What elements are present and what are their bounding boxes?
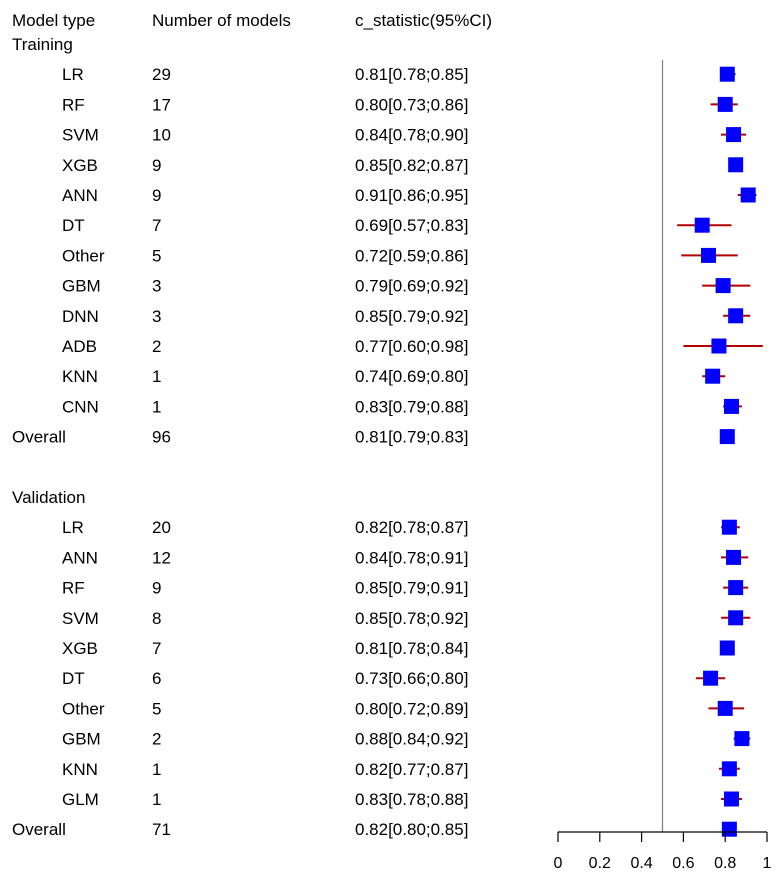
c-statistic-value: 0.88[0.84;0.92] <box>355 729 469 749</box>
overall-c-statistic: 0.82[0.80;0.85] <box>355 820 469 840</box>
estimate-marker <box>718 701 733 716</box>
header-number-of-models: Number of models <box>152 11 291 30</box>
c-statistic-value: 0.72[0.59;0.86] <box>355 246 469 266</box>
estimate-marker <box>722 520 737 535</box>
estimate-marker <box>718 97 733 112</box>
plot-area <box>554 60 772 872</box>
estimate-marker <box>716 278 731 293</box>
model-count: 9 <box>152 186 162 205</box>
estimate-marker <box>722 761 737 776</box>
model-count: 5 <box>152 699 162 719</box>
estimate-marker <box>724 399 739 414</box>
model-label: RF <box>62 95 85 115</box>
model-count: 7 <box>152 216 162 236</box>
model-count: 12 <box>152 548 171 568</box>
model-label: XGB <box>62 155 98 175</box>
model-count: 1 <box>152 367 162 387</box>
model-label: SVM <box>62 608 99 628</box>
x-tick-label: 0.8 <box>714 855 737 872</box>
model-label: LR <box>62 518 84 538</box>
model-label: GLM <box>62 790 99 809</box>
forest-rows <box>12 35 468 839</box>
overall-label: Overall <box>12 820 66 840</box>
c-statistic-value: 0.81[0.78;0.84] <box>355 639 469 658</box>
model-count: 3 <box>152 306 162 326</box>
c-statistic-value: 0.80[0.73;0.86] <box>355 95 469 115</box>
estimate-marker <box>703 671 718 686</box>
model-label: DT <box>62 216 85 236</box>
model-label: LR <box>62 65 84 85</box>
x-tick-label: 0 <box>553 855 563 872</box>
estimate-marker <box>720 641 735 656</box>
estimate-marker <box>705 369 720 384</box>
x-tick-label: 0.2 <box>588 855 611 872</box>
model-label: RF <box>62 578 85 598</box>
model-count: 10 <box>152 125 171 145</box>
estimate-marker <box>726 550 741 565</box>
c-statistic-value: 0.69[0.57;0.83] <box>355 216 469 236</box>
c-statistic-value: 0.85[0.79;0.92] <box>355 306 469 326</box>
model-count: 5 <box>152 246 162 266</box>
c-statistic-value: 0.82[0.77;0.87] <box>355 759 469 779</box>
c-statistic-value: 0.83[0.78;0.88] <box>355 790 469 809</box>
model-label: DNN <box>62 306 99 326</box>
estimate-marker <box>726 127 741 142</box>
estimate-marker <box>728 157 743 172</box>
c-statistic-value: 0.84[0.78;0.90] <box>355 125 469 145</box>
estimate-marker <box>728 610 743 625</box>
model-count: 6 <box>152 669 162 689</box>
model-label: ANN <box>62 548 98 568</box>
model-label: ADB <box>62 337 97 356</box>
c-statistic-value: 0.85[0.82;0.87] <box>355 155 469 175</box>
model-count: 17 <box>152 95 171 115</box>
model-label: KNN <box>62 367 98 387</box>
model-label: XGB <box>62 639 98 658</box>
estimate-marker <box>734 731 749 746</box>
estimate-marker <box>722 822 737 837</box>
model-count: 9 <box>152 578 162 598</box>
model-label: GBM <box>62 729 101 749</box>
c-statistic-value: 0.77[0.60;0.98] <box>355 337 469 356</box>
c-statistic-value: 0.79[0.69;0.92] <box>355 276 469 296</box>
estimate-marker <box>701 248 716 263</box>
model-count: 1 <box>152 397 162 417</box>
model-count: 29 <box>152 65 171 85</box>
c-statistic-value: 0.74[0.69;0.80] <box>355 367 469 387</box>
overall-c-statistic: 0.81[0.79;0.83] <box>355 427 469 447</box>
model-count: 1 <box>152 759 162 779</box>
model-count: 1 <box>152 790 162 809</box>
x-tick-label: 1 <box>762 855 772 872</box>
estimate-marker <box>695 218 710 233</box>
c-statistic-value: 0.80[0.72;0.89] <box>355 699 469 719</box>
c-statistic-value: 0.73[0.66;0.80] <box>355 669 469 689</box>
model-count: 20 <box>152 518 171 538</box>
group-label: Validation <box>12 488 86 507</box>
model-count: 8 <box>152 608 162 628</box>
estimate-marker <box>724 792 739 807</box>
header-c-statistic: c_statistic(95%CI) <box>355 11 492 30</box>
estimate-marker <box>728 580 743 595</box>
estimate-marker <box>711 339 726 354</box>
overall-label: Overall <box>12 427 66 447</box>
group-label: Training <box>12 35 73 54</box>
estimate-marker <box>720 67 735 82</box>
c-statistic-value: 0.83[0.79;0.88] <box>355 397 469 417</box>
c-statistic-value: 0.84[0.78;0.91] <box>355 548 469 568</box>
overall-count: 96 <box>152 427 171 447</box>
c-statistic-value: 0.85[0.78;0.92] <box>355 608 469 628</box>
c-statistic-value: 0.82[0.78;0.87] <box>355 518 469 538</box>
header-model-type: Model type <box>12 11 96 30</box>
model-label: KNN <box>62 759 98 779</box>
c-statistic-value: 0.81[0.78;0.85] <box>355 65 469 85</box>
x-tick-label: 0.6 <box>672 855 695 872</box>
model-label: GBM <box>62 276 101 296</box>
model-count: 3 <box>152 276 162 296</box>
model-label: DT <box>62 669 85 689</box>
model-label: Other <box>62 246 105 266</box>
estimate-marker <box>720 429 735 444</box>
model-count: 2 <box>152 729 162 749</box>
model-count: 9 <box>152 155 162 175</box>
c-statistic-value: 0.85[0.79;0.91] <box>355 578 469 598</box>
c-statistic-value: 0.91[0.86;0.95] <box>355 186 469 205</box>
model-count: 2 <box>152 337 162 356</box>
model-label: Other <box>62 699 105 719</box>
model-label: ANN <box>62 186 98 205</box>
model-label: CNN <box>62 397 99 417</box>
estimate-marker <box>741 188 756 203</box>
x-tick-label: 0.4 <box>630 855 653 872</box>
model-count: 7 <box>152 639 162 658</box>
estimate-marker <box>728 308 743 323</box>
model-label: SVM <box>62 125 99 145</box>
overall-count: 71 <box>152 820 171 840</box>
